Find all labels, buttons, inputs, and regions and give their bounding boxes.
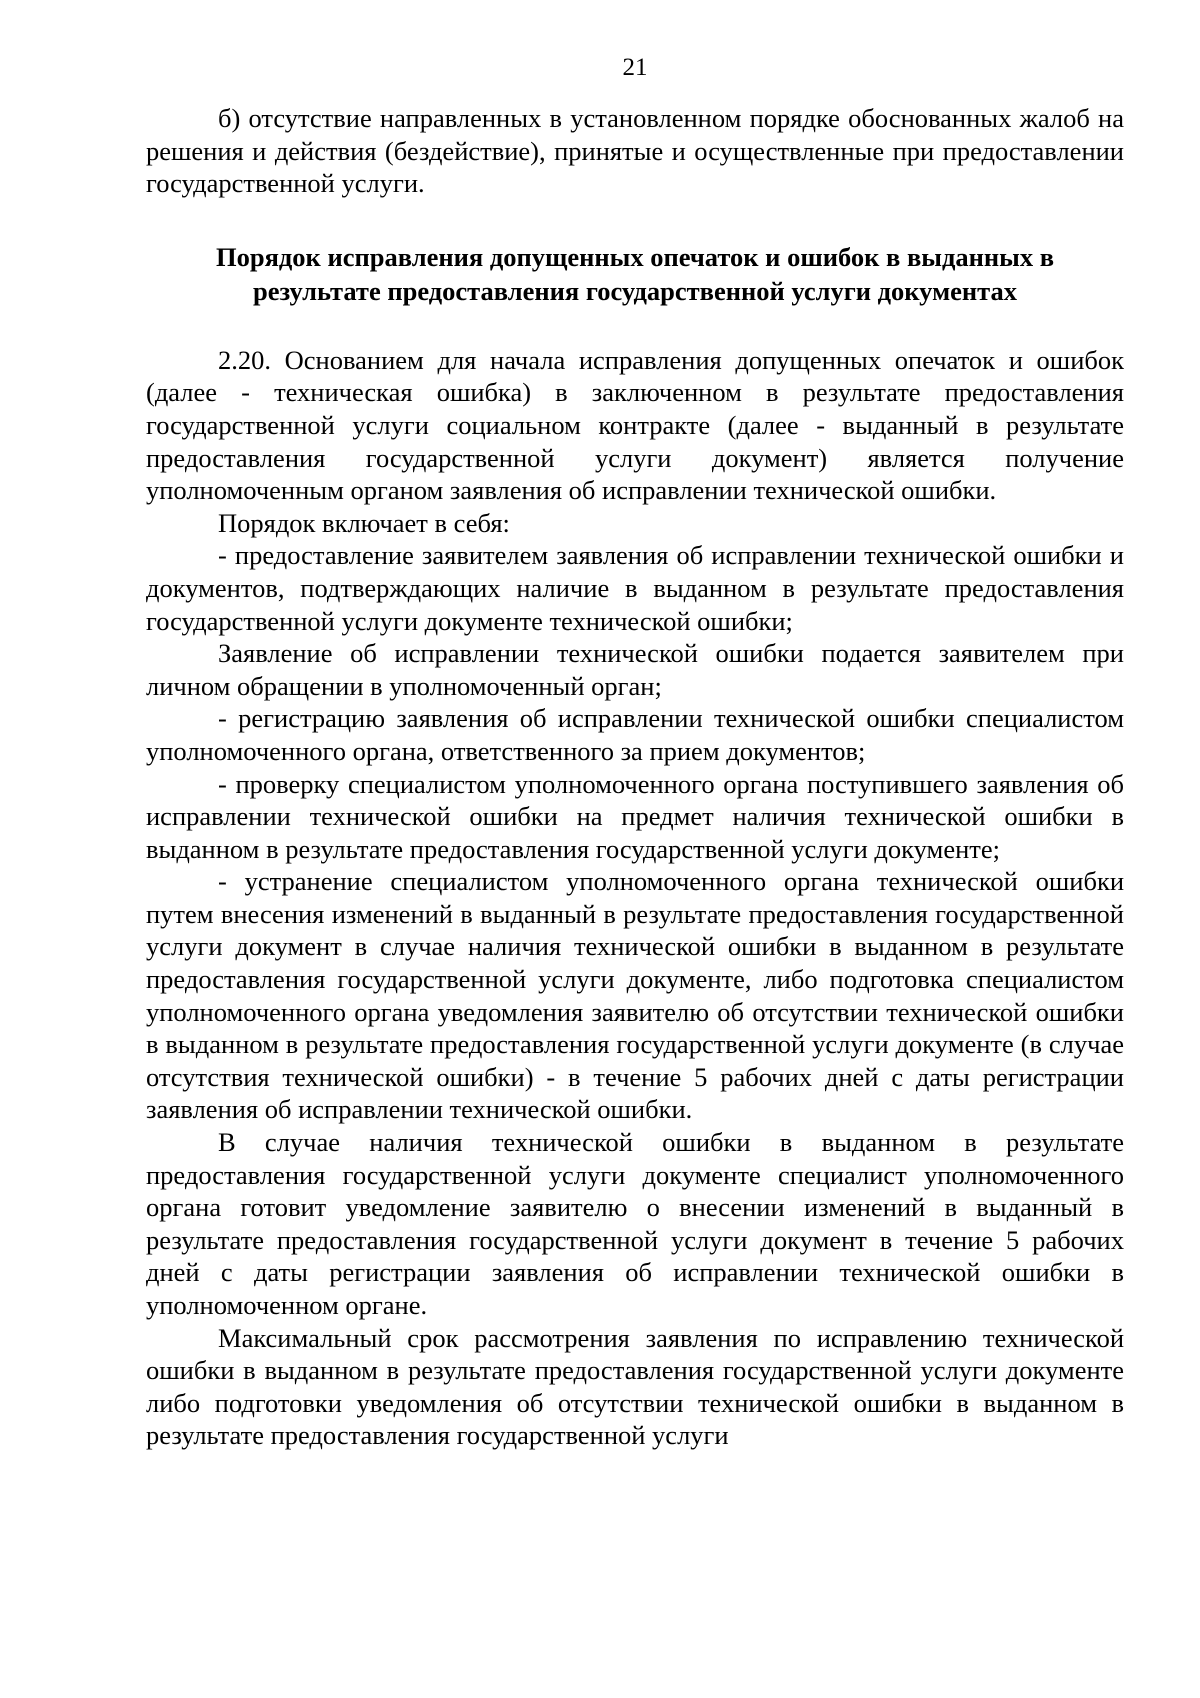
list-item-registration: - регистрацию заявления об исправлении технической ошибки специалистом уполномоченного органа, ответственного за прием документов; (146, 703, 1124, 766)
section-heading (166, 240, 1104, 308)
page-number: 21 (622, 54, 648, 81)
paragraph-application: Заявление об исправлении технической ошибки подается заявителем при личном обращении в уполномоченный орган; (146, 638, 1124, 701)
section-heading-line-1: Порядок исправления допущенных опечаток и ошибок в выданных в (215, 241, 1055, 272)
paragraph-max-term: Максимальный срок рассмотрения заявления по исправлению технической ошибки в выданном в результате предоставления государственной услуги документе либо подготовки уведомления об отсутствии технической ошибки в выданном в результате предоставления государственной услуги (146, 1322, 1124, 1451)
list-item-submission: - предоставление заявителем заявления об исправлении технической ошибки и документов, подтверждающих наличие в выданном в результате предоставления государственной услуги документе технической ошибки; (146, 540, 1124, 636)
paragraph-error-case: В случае наличия технической ошибки в выданном в результате предоставления государственной услуги документе специалист уполномоченного органа готовит уведомление заявителю о внесении изменений в выданный в результате предоставления государственной услуги документ в течение 5 рабочих дней с даты регистрации заявления об исправлении технической ошибки в уполномоченном органе. (146, 1127, 1124, 1320)
list-item-correction: - устранение специалистом уполномоченного органа технической ошибки путем внесения изменений в выданный в результате предоставления государственной услуги документ в случае наличия технической ошибки в выданном в результате предоставления государственной услуги документе, либо подготовка специалистом уполномоченного органа уведомления заявителю об отсутствии технической ошибки в выданном в результате предоставления государственной услуги документе (в случае отсутствия технической ошибки) - в течение 5 рабочих дней с даты регистрации заявления об исправлении технической ошибки. (146, 866, 1124, 1125)
section-heading-line-2: результате предоставления государственной услуги документах (252, 275, 1018, 306)
paragraph-2-20: 2.20. Основанием для начала исправления допущенных опечаток и ошибок (далее - техническая ошибка) в заключенном в результате предоставления государственной услуги социальном контракте (далее - выданный в результате предоставления государственной услуги документ) является получение уполномоченным органом заявления об исправлении технической ошибки. (146, 344, 1124, 506)
paragraph-b: б) отсутствие направленных в установленном порядке обоснованных жалоб на решения и действия (бездействие), принятые и осуществленные при предоставлении государственной услуги. (146, 103, 1124, 199)
list-item-verification: - проверку специалистом уполномоченного органа поступившего заявления об исправлении технической ошибки на предмет наличия технической ошибки в выданном в результате предоставления государственной услуги документе; (146, 768, 1124, 864)
paragraph-order-intro: Порядок включает в себя: (218, 507, 510, 538)
document-page (146, 52, 1124, 1452)
